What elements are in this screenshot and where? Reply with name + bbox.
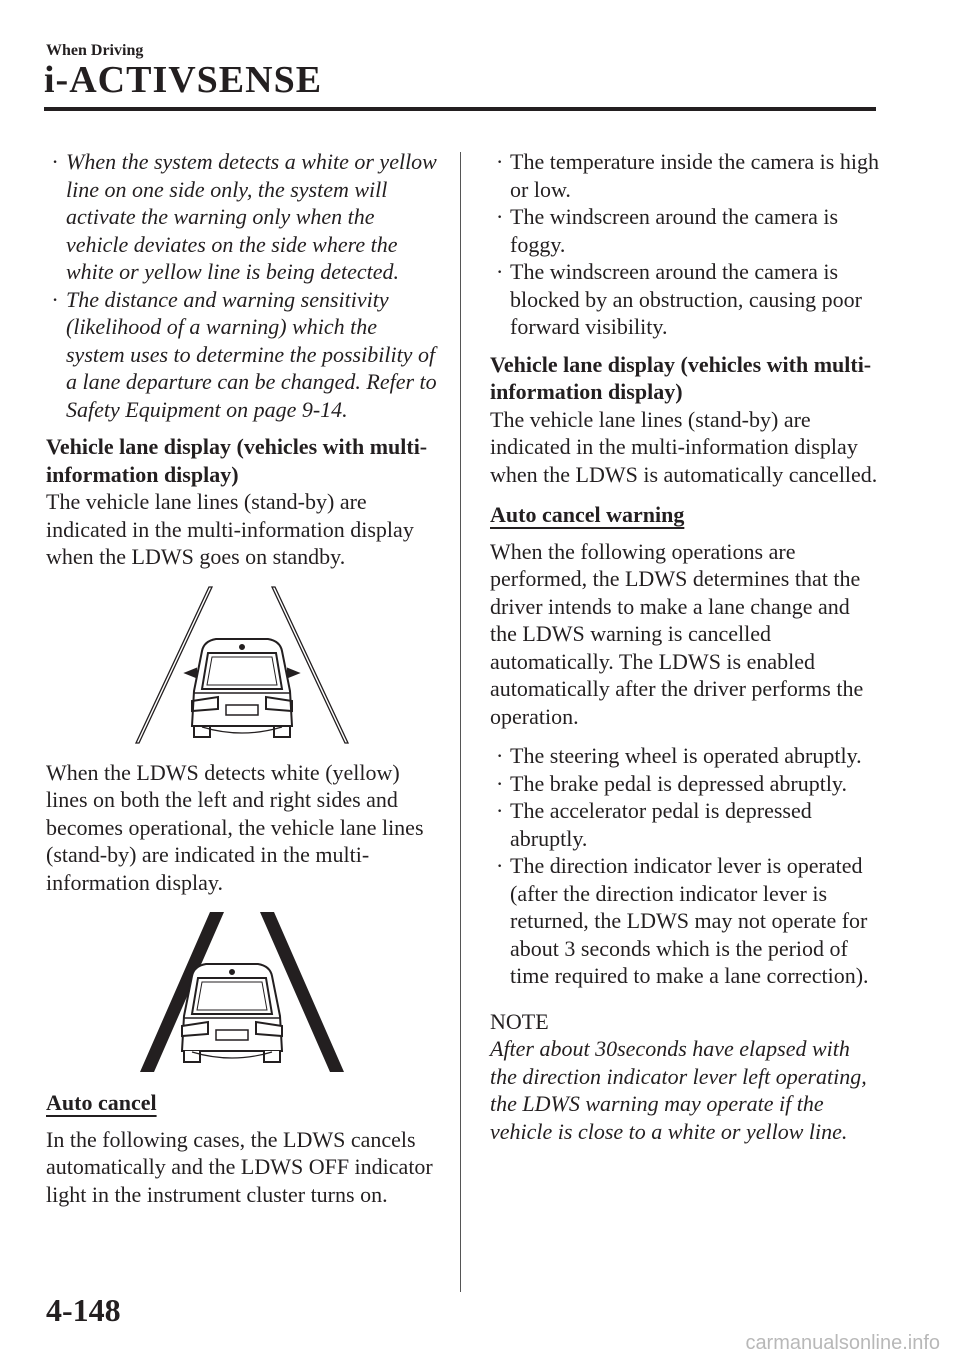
column-divider — [460, 152, 461, 1292]
bullet-icon: · — [496, 770, 504, 796]
section-label: When Driving — [46, 42, 144, 59]
lane-active-illustration — [132, 906, 352, 1076]
list-item: · The direction indicator lever is operated (after the direction indicator lever is returned, the LDWS may not operate for about 3 seconds which is the period of time required to make a lane correction). — [496, 853, 869, 988]
paragraph: The vehicle lane lines (stand-by) are indicated in the multi-information display when the LDWS goes on standby. — [46, 489, 414, 569]
auto-cancel-warning-heading: Auto cancel warning — [490, 502, 685, 527]
auto-cancel-heading: Auto cancel — [46, 1090, 157, 1115]
left-bullet-list — [46, 148, 438, 423]
list-item: · The distance and warning sensitivity (likelihood of a warning) which the system uses to determine the possibility of a lane departure can be changed. Refer to Safety Equipment on page 9-14. — [52, 286, 437, 422]
bullet-icon: · — [52, 286, 58, 312]
page-title: i-ACTIVSENSE — [44, 59, 323, 101]
left-column — [46, 148, 438, 1208]
paragraph: When the LDWS detects white (yellow) lines on both the left and right sides and becomes operational, the vehicle lane lines (stand-by) are indicated in the multi-information display. — [46, 759, 424, 895]
paragraph: When the following operations are performed, the LDWS determines that the driver intends to make a lane change and the LDWS warning is cancelled automatically. The LDWS is enabled automatically after the driver performs the operation. — [490, 538, 864, 729]
note-text: After about 30seconds have elapsed with the direction indicator lever left operating, the LDWS warning may operate if the vehicle is close to a white or yellow line. — [490, 1036, 867, 1144]
section-heading: Vehicle lane display (vehicles with multi-information display) — [46, 434, 428, 487]
bullet-icon: · — [496, 259, 504, 284]
list-item: · The windscreen around the camera is foggy. — [496, 204, 839, 257]
bullet-icon: · — [496, 149, 504, 174]
list-item: · The steering wheel is operated abruptly. — [496, 743, 862, 768]
car-rear-icon — [186, 639, 298, 737]
lane-line-left — [136, 587, 212, 743]
watermark: carmanualsonline.info — [745, 1332, 940, 1354]
section-heading: Vehicle lane display (vehicles with multi-information display) — [490, 351, 872, 404]
list-item: · The accelerator pedal is depressed abruptly. — [496, 798, 812, 851]
paragraph: In the following cases, the LDWS cancels automatically and the LDWS OFF indicator light in the instrument cluster turns on. — [46, 1126, 433, 1207]
bullet-icon: · — [496, 204, 504, 229]
car-rear-icon — [182, 964, 282, 1062]
paragraph: The vehicle lane lines (stand-by) are indicated in the multi-information display when the LDWS is automatically cancelled. — [490, 406, 878, 487]
operation-bullet-list — [490, 742, 882, 990]
lane-standby-illustration — [132, 581, 352, 751]
right-column — [490, 148, 882, 1145]
list-item: · The temperature inside the camera is high or low. — [496, 149, 879, 202]
lane-line-right — [272, 587, 348, 743]
list-item: · The brake pedal is depressed abruptly. — [496, 770, 848, 796]
list-item: · The windscreen around the camera is blocked by an obstruction, causing poor forward visibility. — [496, 259, 862, 339]
bullet-icon: · — [52, 149, 58, 174]
right-bullet-list — [490, 148, 882, 341]
bullet-icon: · — [496, 743, 504, 768]
list-item: · When the system detects a white or yellow line on one side only, the system will activate the warning only when the vehicle deviates on the side where the white or yellow line is being detected. — [52, 149, 437, 284]
header-rule — [44, 107, 876, 111]
note-label: NOTE — [490, 1008, 549, 1034]
bullet-icon: · — [496, 853, 504, 878]
bullet-icon: · — [496, 798, 504, 823]
page-number: 4-148 — [46, 1292, 121, 1328]
